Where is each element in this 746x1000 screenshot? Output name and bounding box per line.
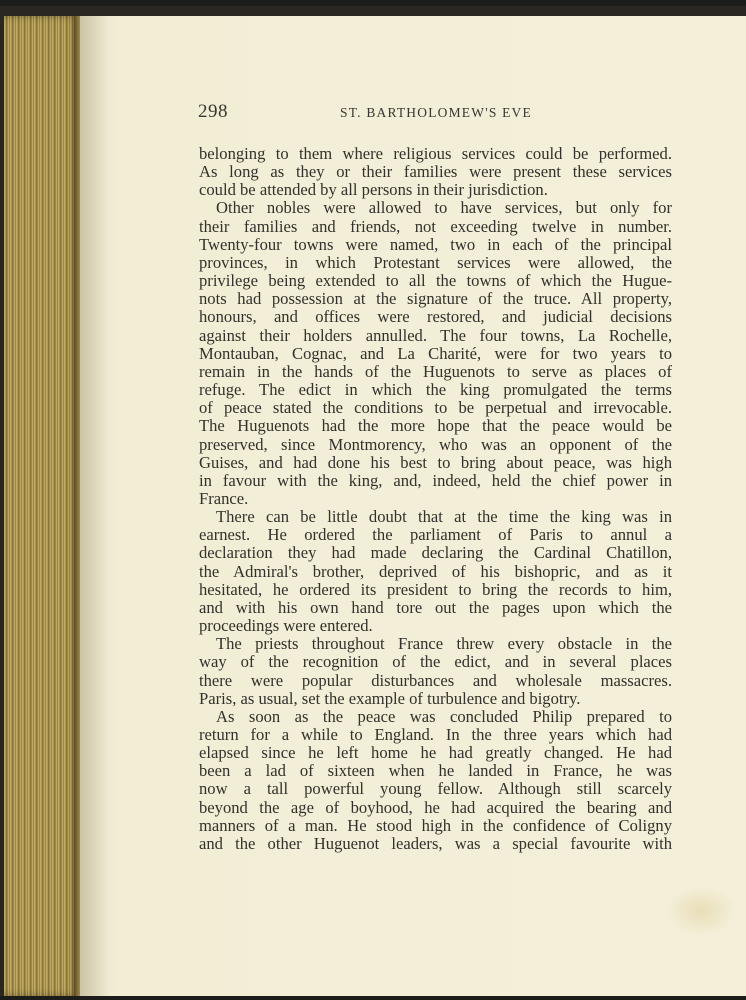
- text-line: Paris, as usual, set the example of turbulence and bigotry.: [199, 688, 581, 708]
- text-line: nots had possession at the signature of the truce. All property,: [199, 289, 672, 309]
- text-line: The Huguenots had the more hope that the peace would be: [199, 416, 672, 436]
- paragraph: [199, 508, 672, 635]
- page-number: 298: [198, 101, 228, 122]
- text-line: The priests throughout France threw every obstacle in the: [216, 634, 672, 654]
- text-line: elapsed since he left home he had greatly changed. He had: [199, 743, 672, 763]
- text-line: Other nobles were allowed to have services, but only for: [216, 198, 672, 218]
- text-line: in favour with the king, and, indeed, held the chief power in: [199, 470, 672, 490]
- text-line: beyond the age of boyhood, he had acquired the bearing and: [199, 797, 672, 817]
- text-line: privilege being extended to all the towns of which the Hugue-: [199, 271, 672, 291]
- text-line: proceedings were entered.: [199, 616, 373, 636]
- page-edges: [4, 16, 80, 996]
- paragraph: [199, 199, 672, 508]
- text-line: provinces, in which Protestant services were allowed, the: [199, 252, 672, 272]
- page-header: [198, 101, 674, 125]
- running-title: ST. BARTHOLOMEW'S EVE: [340, 105, 532, 120]
- text-line: Guises, and had done his best to bring about peace, was high: [199, 452, 672, 472]
- text-line: There can be little doubt that at the time the king was in: [216, 507, 672, 527]
- text-line: remain in the hands of the Huguenots to serve as places of: [199, 361, 672, 381]
- text-line: return for a while to England. In the three years which had: [199, 725, 672, 744]
- text-line: now a tall powerful young fellow. Although still scarcely: [199, 779, 672, 799]
- text-line: and the other Huguenot leaders, was a special favourite with: [199, 833, 672, 853]
- text-line: As soon as the peace was concluded Philip prepared to: [216, 706, 672, 726]
- text-line: manners of a man. He stood high in the confidence of Coligny: [199, 815, 672, 835]
- text-line: refuge. The edict in which the king promulgated the terms: [199, 380, 672, 400]
- text-line: there were popular disturbances and wholesale massacres.: [199, 670, 672, 690]
- text-line: honours, and offices were restored, and judicial decisions: [199, 307, 672, 327]
- text-line: Montauban, Cognac, and La Charité, were for two years to: [199, 343, 672, 363]
- text-line: way of the recognition of the edict, and in several places: [199, 652, 672, 672]
- text-line: Twenty-four towns were named, two in each of the principal: [199, 234, 672, 254]
- body-text: [199, 145, 672, 853]
- paragraph: [199, 635, 672, 708]
- text-line: been a lad of sixteen when he landed in France, he was: [199, 761, 672, 781]
- text-line: As long as they or their families were present these services: [199, 162, 672, 182]
- paragraph: [199, 708, 672, 853]
- text-line: belonging to them where religious services could be performed.: [199, 144, 672, 163]
- text-line: could be attended by all persons in their jurisdiction.: [199, 180, 548, 200]
- text-line: their families and friends, not exceeding twelve in number.: [199, 216, 672, 236]
- text-line: earnest. He ordered the parliament of Paris to annul a: [199, 525, 672, 545]
- text-line: hesitated, he ordered its president to bring the records to him,: [199, 579, 672, 599]
- text-line: declaration they had made declaring the Cardinal Chatillon,: [199, 543, 672, 563]
- text-line: and with his own hand tore out the pages upon which the: [199, 597, 672, 617]
- paragraph: [199, 145, 672, 199]
- text-line: France.: [199, 488, 249, 508]
- text-line: of peace stated the conditions to be perpetual and irrevocable.: [199, 398, 672, 418]
- paper-stain: [666, 886, 736, 936]
- text-line: preserved, since Montmorency, who was an opponent of the: [199, 434, 672, 454]
- text-line: the Admiral's brother, deprived of his bishopric, and as it: [199, 561, 672, 581]
- text-line: against their holders annulled. The four towns, La Rochelle,: [199, 325, 672, 345]
